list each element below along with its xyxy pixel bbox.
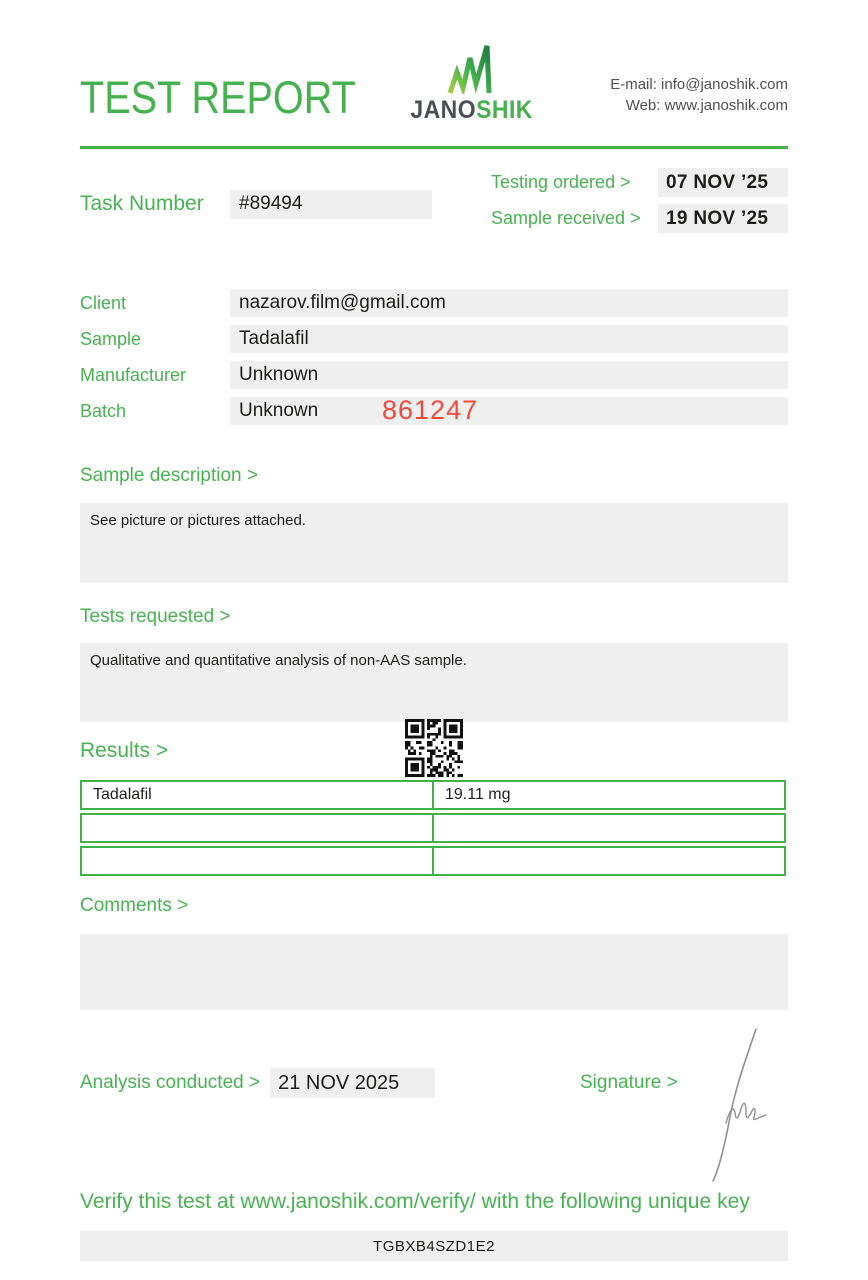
logo-wordmark <box>411 96 534 125</box>
page-title: TEST REPORT <box>80 72 356 123</box>
result-name-cell: Tadalafil <box>80 780 434 810</box>
client-value: nazarov.film@gmail.com <box>230 289 788 317</box>
contact-web: Web: www.janoshik.com <box>625 97 788 114</box>
tests-requested-box: Qualitative and quantitative analysis of non-AAS sample. <box>80 643 788 722</box>
signature-label: Signature > <box>580 1072 678 1093</box>
contact-info <box>610 74 788 116</box>
result-value-cell <box>432 846 786 876</box>
analysis-conducted-label: Analysis conducted > <box>80 1072 261 1093</box>
header <box>80 44 788 134</box>
testing-ordered-row <box>491 168 788 197</box>
sample-label: Sample <box>80 328 142 349</box>
batch-value-text: Unknown <box>239 400 319 421</box>
batch-stamp-number: 861247 <box>382 395 479 425</box>
tests-requested-label: Tests requested > <box>80 606 231 627</box>
results-table <box>80 780 788 876</box>
contact-email: E-mail: info@janoshik.com <box>610 76 788 93</box>
logo-text-dark: JANO <box>410 96 477 124</box>
comments-box <box>80 934 788 1010</box>
client-label: Client <box>80 292 127 313</box>
result-name-cell <box>80 846 434 876</box>
results-label: Results > <box>80 739 169 762</box>
result-name-cell <box>80 813 434 843</box>
result-value-cell: 19.11 mg <box>432 780 786 810</box>
sample-received-row <box>491 204 788 233</box>
task-number-label: Task Number <box>80 192 204 215</box>
task-number-value: #89494 <box>230 190 432 219</box>
logo-text-green: SHIK <box>476 96 534 124</box>
logo-chart-icon <box>440 44 504 94</box>
janoshik-logo <box>405 44 538 125</box>
results-header <box>80 722 788 780</box>
table-row <box>80 813 788 843</box>
header-divider <box>80 146 788 149</box>
conclusion-row <box>80 1067 788 1099</box>
signature-image <box>696 1025 776 1185</box>
sample-received-value: 19 NOV ’25 <box>658 204 788 233</box>
testing-ordered-value: 07 NOV ’25 <box>658 168 788 197</box>
task-number-row <box>80 168 432 240</box>
result-value-cell <box>432 813 786 843</box>
sample-row <box>80 325 788 353</box>
table-row <box>80 780 788 810</box>
sample-description-box: See picture or pictures attached. <box>80 503 788 583</box>
client-row <box>80 289 788 317</box>
details-section <box>80 289 788 425</box>
meta-section <box>80 168 788 240</box>
verify-key: TGBXB4SZD1E2 <box>80 1231 788 1261</box>
manufacturer-value: Unknown <box>230 361 788 389</box>
analysis-conducted-value: 21 NOV 2025 <box>270 1068 435 1098</box>
manufacturer-label: Manufacturer <box>80 364 187 385</box>
batch-label: Batch <box>80 400 127 421</box>
qr-code <box>405 719 463 777</box>
sample-value: Tadalafil <box>230 325 788 353</box>
sample-received-label: Sample received > <box>491 208 641 228</box>
comments-label: Comments > <box>80 895 189 916</box>
batch-row <box>80 397 788 425</box>
dates-block <box>491 168 788 240</box>
verify-instruction: Verify this test at www.janoshik.com/verify/ with the following unique key <box>80 1189 750 1213</box>
table-row <box>80 846 788 876</box>
sample-description-label: Sample description > <box>80 465 258 486</box>
manufacturer-row <box>80 361 788 389</box>
batch-value <box>230 397 788 425</box>
testing-ordered-label: Testing ordered > <box>491 172 631 192</box>
